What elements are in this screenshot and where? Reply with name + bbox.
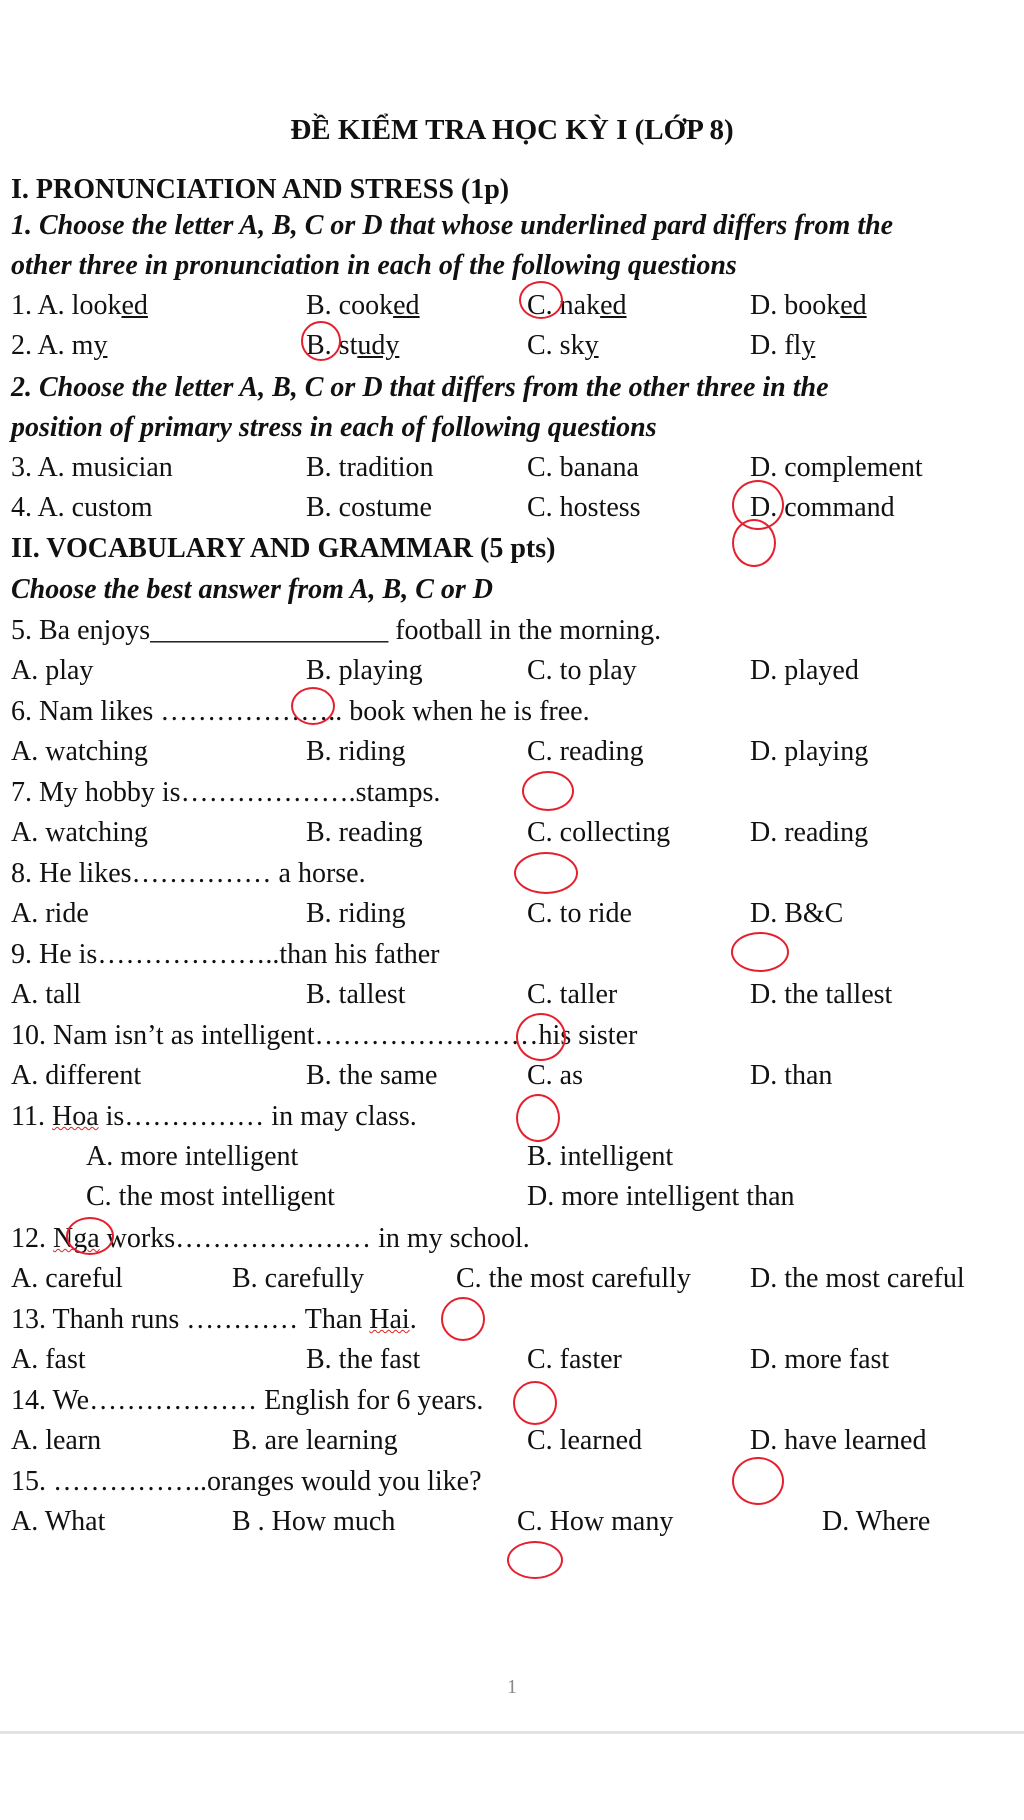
question-5-stem: 5. Ba enjoys_________________ football in the morning. (11, 615, 662, 646)
answer-mark-q13 (513, 1381, 557, 1425)
option-c: C. to ride (527, 898, 632, 929)
question-10-options (0, 1062, 1024, 1096)
question-9-options (0, 981, 1024, 1015)
instruction-part2-line1: 2. Choose the letter A, B, C or D that differs from the other three in the (11, 372, 829, 403)
option-b: B. study (306, 330, 400, 361)
question-6-options (0, 738, 1024, 772)
option-c: C. to play (527, 655, 637, 686)
option-b: B. reading (306, 817, 423, 848)
section-heading-vocabulary: II. VOCABULARY AND GRAMMAR (5 pts) (11, 533, 556, 564)
option-b: B. are learning (232, 1425, 398, 1456)
option-b: B. tallest (306, 979, 406, 1010)
answer-mark-q12 (441, 1297, 485, 1341)
option-b: B. playing (306, 655, 423, 686)
question-14-options (0, 1427, 1024, 1461)
option-c: C. sky (527, 330, 599, 361)
option-a: A. fast (11, 1344, 86, 1375)
option-b: B. tradition (306, 452, 434, 483)
option-a: A. ride (11, 898, 89, 929)
question-6-stem: 6. Nam likes ……………….. book when he is free. (11, 696, 590, 727)
question-1 (0, 292, 1024, 326)
question-15-options (0, 1508, 1024, 1542)
option-c: C. learned (527, 1425, 643, 1456)
option-a: A. careful (11, 1263, 123, 1294)
option-a: 2. A. my (11, 330, 108, 361)
question-8-stem: 8. He likes…………… a horse. (11, 858, 366, 889)
option-d: D. playing (750, 736, 869, 767)
option-b: B. costume (306, 492, 432, 523)
option-b: B. the fast (306, 1344, 421, 1375)
option-a: 1. A. looked (11, 290, 148, 321)
page-title: ĐỀ KIỂM TRA HỌC KỲ I (LỚP 8) (290, 114, 734, 146)
page-divider (0, 1731, 1024, 1734)
option-c: C. hostess (527, 492, 641, 523)
answer-mark-q6 (522, 771, 574, 811)
question-12-stem: 12. Nga works………………… in my school. (11, 1223, 530, 1254)
option-a: 4. A. custom (11, 492, 153, 523)
answer-mark-q14 (732, 1457, 784, 1505)
question-7-options (0, 819, 1024, 853)
question-13-options (0, 1346, 1024, 1380)
option-d: D. the most careful (750, 1263, 965, 1294)
option-b: B . How much (232, 1506, 396, 1537)
question-3 (0, 454, 1024, 488)
question-12-options (0, 1265, 1024, 1299)
option-a: A. What (11, 1506, 106, 1537)
option-a: A. watching (11, 736, 148, 767)
page-number: 1 (507, 1676, 517, 1698)
option-a: A. tall (11, 979, 81, 1010)
option-d: D. reading (750, 817, 869, 848)
option-d: D. played (750, 655, 859, 686)
answer-mark-q7 (514, 852, 578, 894)
instruction-part1-line2: other three in pronunciation in each of the following questions (11, 250, 737, 281)
answer-mark-q8 (731, 932, 789, 972)
option-a: A. learn (11, 1425, 102, 1456)
option-c: C. the most intelligent (86, 1181, 335, 1212)
option-c: C. reading (527, 736, 644, 767)
question-8-options (0, 900, 1024, 934)
question-11-options-row2 (0, 1183, 1024, 1217)
answer-mark-q15 (507, 1541, 563, 1579)
question-10-stem: 10. Nam isn’t as intelligent……………………his sister (11, 1020, 638, 1051)
option-d: D. have learned (750, 1425, 927, 1456)
option-b: B. the same (306, 1060, 438, 1091)
option-c: C. the most carefully (456, 1263, 691, 1294)
question-2 (0, 332, 1024, 366)
option-d: D. command (750, 492, 895, 523)
section-instruction: Choose the best answer from A, B, C or D (11, 574, 494, 605)
option-a: A. different (11, 1060, 142, 1091)
answer-mark-q10 (516, 1094, 560, 1142)
option-b: B. cooked (306, 290, 420, 321)
instruction-part2-line2: position of primary stress in each of following questions (11, 412, 657, 443)
question-4 (0, 494, 1024, 528)
question-11-options-row1 (0, 1143, 1024, 1177)
option-d: D. complement (750, 452, 923, 483)
instruction-part1-line1: 1. Choose the letter A, B, C or D that whose underlined pard differs from the (11, 210, 894, 241)
option-c: C. banana (527, 452, 639, 483)
question-15-stem: 15. ……………..oranges would you like? (11, 1466, 482, 1497)
option-c: C. naked (527, 290, 627, 321)
option-a: 3. A. musician (11, 452, 173, 483)
option-c: C. collecting (527, 817, 671, 848)
question-7-stem: 7. My hobby is……………….stamps. (11, 777, 441, 808)
question-9-stem: 9. He is………………..than his father (11, 939, 440, 970)
option-d: D. the tallest (750, 979, 893, 1010)
option-c: C. faster (527, 1344, 622, 1375)
question-14-stem: 14. We……………… English for 6 years. (11, 1385, 484, 1416)
option-a: A. watching (11, 817, 148, 848)
option-d: D. fly (750, 330, 816, 361)
option-c: C. How many (517, 1506, 674, 1537)
option-d: D. B&C (750, 898, 844, 929)
question-11-stem: 11. Hoa is…………… in may class. (11, 1101, 417, 1132)
option-d: D. more intelligent than (527, 1181, 795, 1212)
option-a: A. more intelligent (86, 1141, 299, 1172)
option-b: B. carefully (232, 1263, 365, 1294)
option-b: B. riding (306, 898, 406, 929)
option-c: C. as (527, 1060, 583, 1091)
section-heading-pronunciation: I. PRONUNCIATION AND STRESS (1p) (11, 174, 510, 205)
option-d: D. booked (750, 290, 867, 321)
option-c: C. taller (527, 979, 618, 1010)
question-13-stem: 13. Thanh runs ………… Than Hai. (11, 1304, 417, 1335)
question-5-options (0, 657, 1024, 691)
option-b: B. riding (306, 736, 406, 767)
option-d: D. than (750, 1060, 833, 1091)
option-d: D. Where (822, 1506, 931, 1537)
option-b: B. intelligent (527, 1141, 674, 1172)
option-a: A. play (11, 655, 94, 686)
option-d: D. more fast (750, 1344, 890, 1375)
